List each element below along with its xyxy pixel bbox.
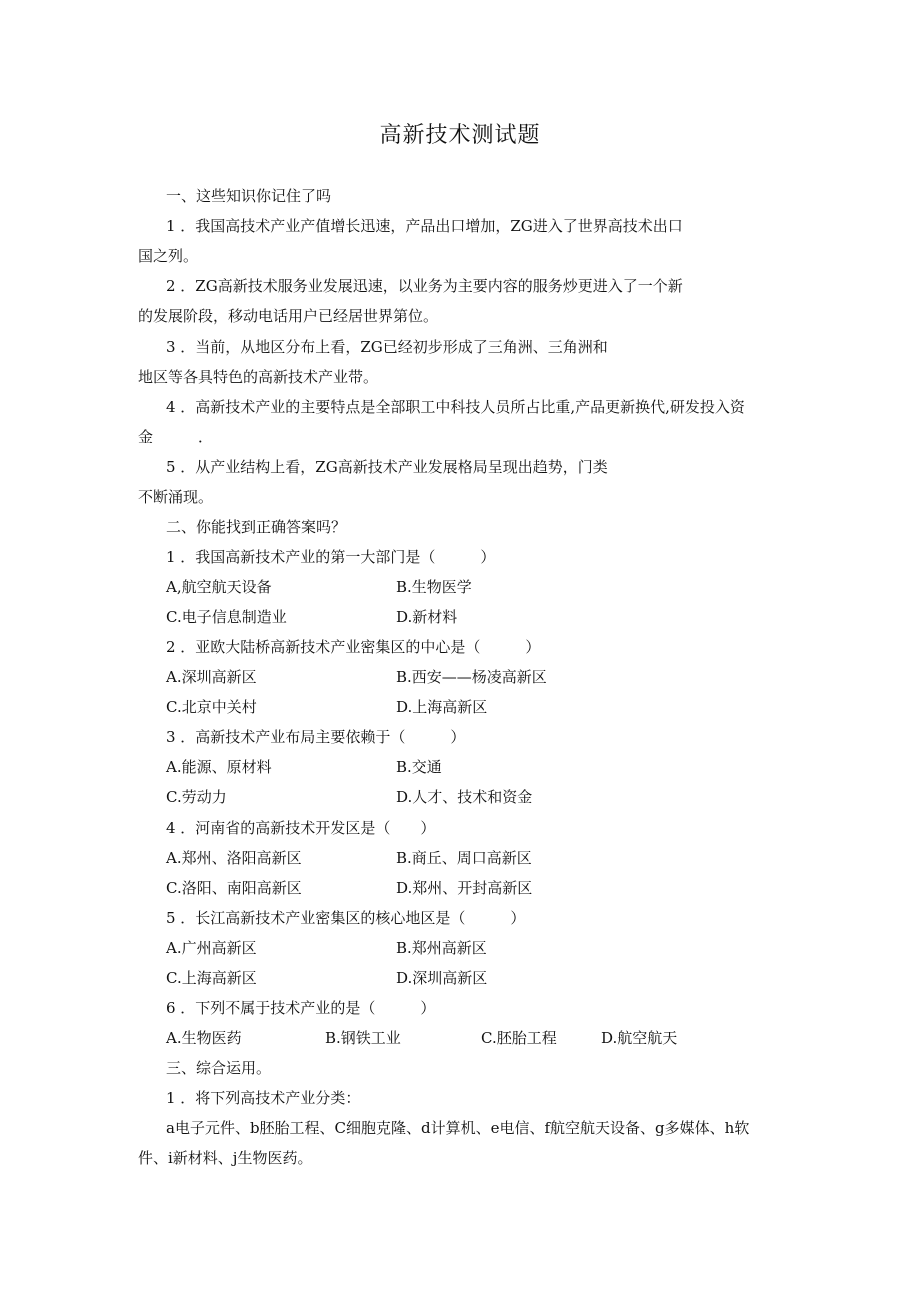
s1-item3-line2: 地区等各具特色的高新技术产业带。	[138, 368, 379, 386]
s2-q2-option-a: A.深圳高新区	[166, 668, 257, 686]
s2-q4-option-c: C.洛阳、南阳高新区	[166, 879, 302, 897]
s2-q1-option-b: B.生物医学	[396, 578, 472, 596]
s2-q2-option-b: B.西安——杨凌高新区	[396, 668, 547, 686]
s2-q2-option-c: C.北京中关村	[166, 698, 257, 716]
s2-q3-option-d: D.人才、技术和资金	[396, 788, 533, 806]
s3-item1: 1 ．将下列高技术产业分类：	[166, 1089, 361, 1107]
section1-heading: 一、这些知识你记住了吗	[166, 187, 332, 205]
s1-item5-line2: 不断涌现。	[138, 488, 214, 506]
section2-heading: 二、你能找到正确答案吗？	[166, 518, 347, 536]
s2-q5-option-c: C.上海高新区	[166, 969, 257, 987]
s2-q4-option-d: D.郑州、开封高新区	[396, 879, 533, 897]
s2-q4-option-b: B.商丘、周口高新区	[396, 849, 532, 867]
s2-q3: 3 ．高新技术产业布局主要依赖于（ ）	[166, 728, 466, 746]
s1-item2-line2: 的发展阶段，移动电话用户已经居世界第位。	[138, 307, 439, 325]
s2-q1-option-d: D.新材料	[396, 608, 458, 626]
s2-q1: 1 ．我国高新技术产业的第一大部门是（ ）	[166, 548, 496, 566]
s2-q3-option-c: C.劳动力	[166, 788, 227, 806]
s2-q4: 4 ．河南省的高新技术开发区是（ ）	[166, 819, 436, 837]
s2-q6-option-a: A.生物医药	[166, 1029, 242, 1047]
s3-list-line2: 件、i新材料、j生物医药。	[138, 1149, 313, 1167]
s1-item4-line2: 金 ．	[138, 428, 214, 446]
s2-q1-option-a: A,航空航天设备	[166, 578, 272, 596]
s2-q3-option-a: A.能源、原材料	[166, 758, 272, 776]
s2-q3-option-b: B.交通	[396, 758, 442, 776]
s2-q6-option-b: B.钢铁工业	[325, 1029, 401, 1047]
s2-q5-option-b: B.郑州高新区	[396, 939, 487, 957]
s1-item3-line1: 3 ．当前，从地区分布上看，ZG已经初步形成了三角洲、三角洲和	[166, 338, 608, 356]
s2-q5-option-d: D.深圳高新区	[396, 969, 488, 987]
s1-item5-line1: 5 ．从产业结构上看，ZG高新技术产业发展格局呈现出趋势，门类	[166, 458, 608, 476]
s3-list-line1: a电子元件、b胚胎工程、C细胞克隆、d计算机、e电信、f航空航天设备、g多媒体、h软	[166, 1119, 750, 1137]
s2-q6-option-c: C.胚胎工程	[481, 1029, 557, 1047]
s2-q2: 2 ．亚欧大陆桥高新技术产业密集区的中心是（ ）	[166, 638, 541, 656]
s2-q5-option-a: A.广州高新区	[166, 939, 257, 957]
section3-heading: 三、综合运用。	[166, 1059, 272, 1077]
s2-q1-option-c: C.电子信息制造业	[166, 608, 287, 626]
s2-q6: 6 ．下列不属于技术产业的是（ ）	[166, 999, 436, 1017]
s2-q4-option-a: A.郑州、洛阳高新区	[166, 849, 302, 867]
s2-q6-option-d: D.航空航天	[601, 1029, 678, 1047]
page-title: 高新技术测试题	[379, 123, 541, 148]
s1-item2-line1: 2 ．ZG高新技术服务业发展迅速，以业务为主要内容的服务炒更进入了一个新	[166, 277, 683, 295]
s1-item1-line1: 1 ．我国高技术产业产值增长迅速，产品出口增加，ZG进入了世界高技术出口	[166, 217, 683, 235]
s2-q5: 5 ．长江高新技术产业密集区的核心地区是（ ）	[166, 909, 526, 927]
s1-item1-line2: 国之列。	[138, 247, 199, 265]
s2-q2-option-d: D.上海高新区	[396, 698, 488, 716]
s1-item4-line1: 4 ．高新技术产业的主要特点是全部职工中科技人员所占比重,产品更新换代,研发投入资	[166, 398, 745, 416]
